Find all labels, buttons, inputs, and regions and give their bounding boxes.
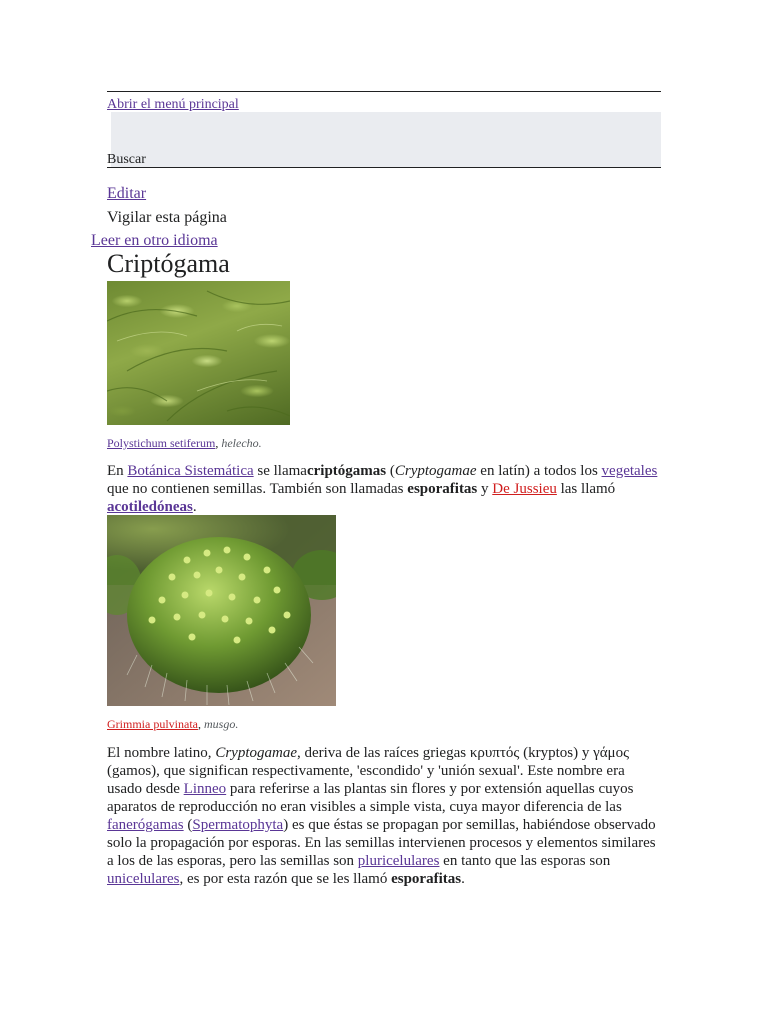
text: ( [183, 817, 193, 833]
text: . [461, 871, 465, 887]
link-pluricelulares[interactable]: pluricelulares [357, 853, 440, 869]
link-linneo[interactable]: Linneo [183, 781, 227, 797]
moss-cushion-icon [107, 515, 336, 706]
text: , deriva de las raíces griegas κρυπτός (kryptos) y γάμος (gamos), que significan respectivamente, 'escondido' y 'unión sexual'. Este nombre era usado desde [107, 745, 630, 797]
site-header [107, 91, 661, 168]
link-de-jussieu[interactable]: De Jussieu [492, 481, 557, 497]
text: en latín) a todos los [476, 463, 602, 479]
bold-term: esporafitas [407, 481, 478, 497]
moss-image[interactable] [107, 515, 336, 706]
text: ( [386, 463, 395, 479]
text: se llama [253, 463, 307, 479]
search-label[interactable]: Buscar [107, 152, 146, 167]
fern-caption [107, 436, 262, 451]
italic-term: Cryptogamae [215, 745, 297, 761]
edit-link[interactable]: Editar [107, 185, 147, 202]
bold-term: esporafitas [391, 871, 462, 887]
bold-term: criptógamas [306, 463, 387, 479]
link-spermatophyta[interactable]: Spermatophyta [192, 817, 284, 833]
text: ) es que éstas se propagan por semillas, habiéndose observado solo la propagación por esporas. En las semillas intervienen procesos y elementos similares a los de las esporas, pero las semillas son [107, 817, 656, 869]
watch-page-button[interactable]: Vigilar esta página [107, 209, 227, 226]
text: . [192, 499, 197, 515]
fern-image[interactable] [107, 281, 290, 425]
main-menu-link[interactable]: Abrir el menú principal [107, 97, 239, 112]
text: que no contienen semillas. También son llamadas [107, 481, 408, 497]
caption-separator: , [215, 436, 222, 450]
link-unicelulares[interactable]: unicelulares [107, 871, 180, 887]
page-title: Criptógama [107, 249, 230, 278]
text: en tanto que las esporas son [439, 853, 611, 869]
italic-term: Cryptogamae [394, 463, 477, 479]
fern-fronds-icon [107, 281, 290, 425]
text: y [477, 481, 493, 497]
text: las llamó [556, 481, 616, 497]
text: En [107, 463, 128, 479]
text: El nombre latino, [107, 745, 216, 761]
header-search-area[interactable] [111, 112, 661, 167]
moss-caption-text: musgo. [203, 717, 239, 731]
link-vegetales[interactable]: vegetales [601, 463, 658, 479]
fern-caption-text: helecho. [221, 436, 262, 450]
intro-paragraph [107, 462, 663, 516]
link-fanerogamas[interactable]: fanerógamas [107, 817, 184, 833]
moss-caption [107, 717, 238, 732]
text: para referirse a las plantas sin flores y por extensión aquellas cuyos aparatos de reproducción no eran visibles a simple vista, cuya mayor diferencia de las [107, 781, 634, 815]
text: , es por esta razón que se les llamó [179, 871, 392, 887]
link-botanica-sistematica[interactable]: Botánica Sistemática [127, 463, 254, 479]
fern-species-link[interactable]: Polystichum setiferum [107, 436, 216, 450]
link-acotiledoneas[interactable]: acotiledóneas [107, 499, 193, 515]
other-language-link[interactable]: Leer en otro idioma [91, 232, 218, 249]
etymology-paragraph [107, 744, 663, 888]
moss-species-link[interactable]: Grimmia pulvinata [107, 717, 198, 731]
caption-separator: , [197, 717, 204, 731]
